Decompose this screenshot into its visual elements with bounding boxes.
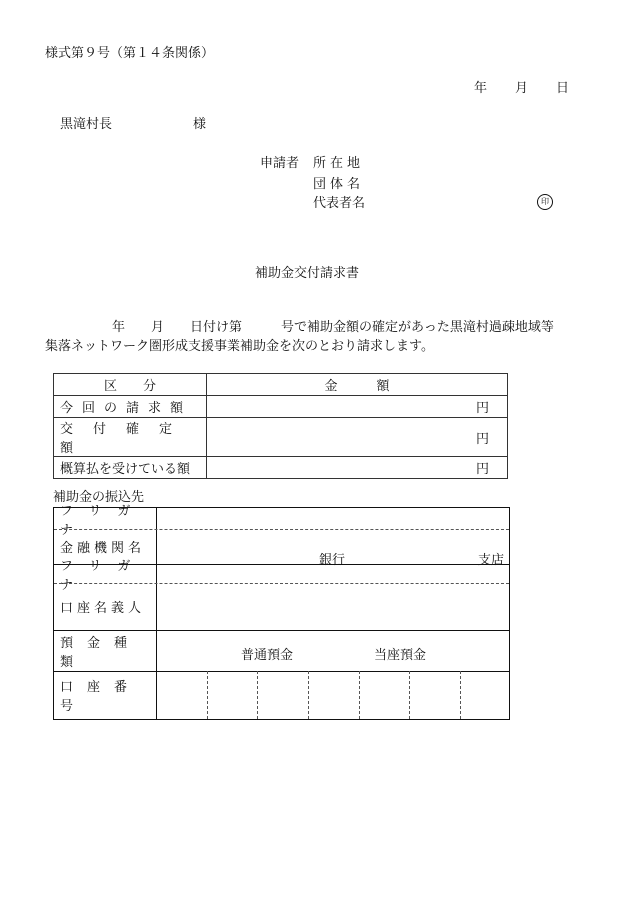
form-number: 様式第９号（第１４条関係） [45,46,215,61]
date-line [474,82,569,95]
furigana-label-text: フリガナ [60,558,147,593]
furigana-label-text: フリガナ [60,503,147,538]
type-ordinary[interactable]: 普通預金 [241,648,294,663]
row-label-confirmed [54,418,207,457]
document-title: 補助金交付請求書 [255,266,360,281]
digit-divider [207,671,208,719]
addressee-honorific: 様 [193,117,207,132]
institution-label-text: 金融機関名 [60,541,146,556]
row-label-request [54,396,207,418]
digit-divider [409,671,410,719]
advance-amount-cell[interactable]: 円 [207,457,508,479]
amount-table [53,373,508,479]
holder-row [54,583,509,630]
account-number-row [54,671,509,719]
justified-label [60,418,200,456]
amount-table-header [54,374,508,396]
amount-header: 金 額 [207,374,508,396]
addressee-name: 黒滝村長 [60,117,113,132]
furigana-label-2 [54,558,156,593]
label-text: 概算払を受けている額 [60,462,191,477]
furigana-row-1 [54,503,509,538]
number-label [54,671,156,719]
digit-divider [257,671,258,719]
holder-label [54,583,156,630]
date-month: 月 [515,81,529,96]
bank-caption: 補助金の振込先 [53,490,145,505]
label-text: 今回の請求額 [60,401,193,416]
group-name-label: 団体名 [313,177,365,192]
confirmed-amount-cell[interactable]: 円 [207,418,508,457]
table-row [54,396,508,418]
label-text: 交付確定額 [60,422,193,456]
date-year: 年 [474,81,488,96]
applicant-label: 申請者 [260,156,300,171]
row-label-advance [54,457,207,479]
holder-label-text: 口座名義人 [60,601,146,616]
bank-table [53,503,510,720]
furigana-label-1 [54,503,156,538]
table-row [54,418,508,457]
branch-suffix: 支店 [478,553,505,568]
number-label-text: 口座番号 [60,680,142,714]
type-label [54,630,156,671]
type-label-text: 預金種類 [60,635,142,670]
deposit-type-row [54,630,509,671]
category-header: 区 分 [54,374,207,396]
digit-divider [308,671,309,719]
date-day: 日 [556,81,570,96]
bank-suffix: 銀行 [319,553,346,568]
table-row [54,457,508,479]
digit-divider [359,671,360,719]
address-label: 所在地 [313,156,365,171]
body-line-1: 年 月 日付け第 号で補助金額の確定があった黒滝村過疎地域等 [112,320,554,335]
seal-mark: 印 [537,194,553,210]
type-current[interactable]: 当座預金 [374,648,427,663]
justified-label [60,397,200,416]
request-amount-cell[interactable]: 円 [207,396,508,418]
representative-label: 代表者名 [313,196,366,211]
body-line-2: 集落ネットワーク圏形成支援事業補助金を次のとおり請求します。 [45,339,434,354]
digit-divider [460,671,461,719]
